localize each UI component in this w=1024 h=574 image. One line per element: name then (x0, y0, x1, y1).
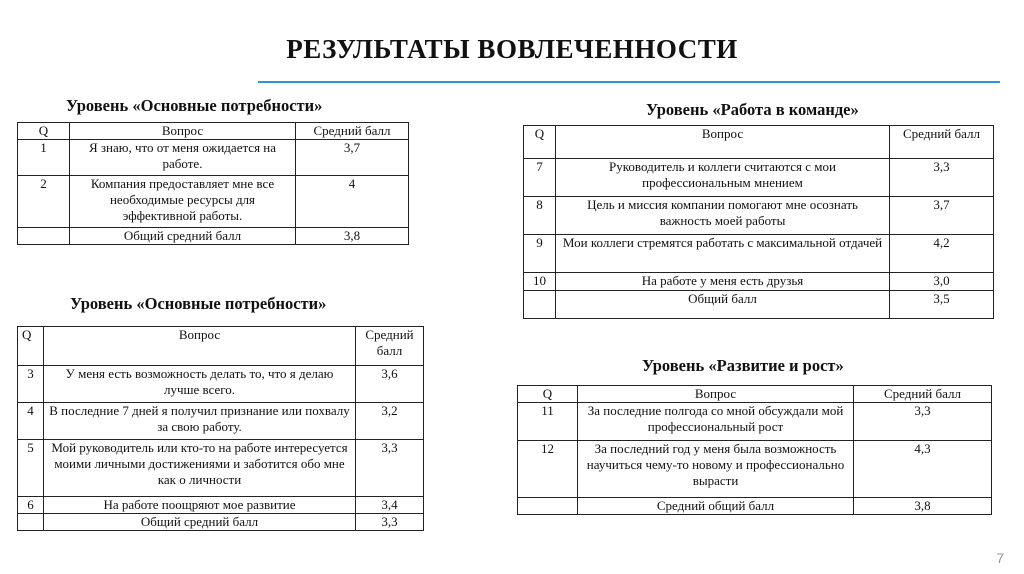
header-score: Средний балл (854, 386, 992, 403)
table-row (518, 403, 992, 441)
row-score: 3,7 (890, 197, 994, 235)
table-development (517, 385, 992, 515)
row-q: 7 (524, 159, 556, 197)
row-question: Я знаю, что от меня ожидается на работе. (70, 140, 296, 176)
total-q-empty (18, 228, 70, 245)
table-row (524, 235, 994, 273)
total-score: 3,8 (854, 498, 992, 515)
total-label: Средний общий балл (578, 498, 854, 515)
table-total-row (524, 291, 994, 319)
table-teamwork (523, 125, 994, 319)
total-q-empty (518, 498, 578, 515)
row-question: У меня есть возможность делать то, что я делаю лучше всего. (44, 366, 356, 403)
total-score: 3,5 (890, 291, 994, 319)
row-score: 4 (296, 176, 409, 228)
row-score: 4,3 (854, 441, 992, 498)
row-q: 12 (518, 441, 578, 498)
header-question: Вопрос (578, 386, 854, 403)
row-score: 4,2 (890, 235, 994, 273)
row-score: 3,6 (356, 366, 424, 403)
row-question: В последние 7 дней я получил признание или похвалу за свою работу. (44, 403, 356, 440)
table-header-row (524, 126, 994, 159)
table-row (18, 366, 424, 403)
row-q: 3 (18, 366, 44, 403)
total-score: 3,3 (356, 514, 424, 531)
page-title: РЕЗУЛЬТАТЫ ВОВЛЕЧЕННОСТИ (286, 34, 738, 64)
table-basic-needs-2 (17, 326, 424, 531)
section-heading-basic-needs-2: Уровень «Основные потребности» (70, 294, 327, 313)
table-row (18, 440, 424, 497)
table-header-row (18, 123, 409, 140)
table-row (18, 497, 424, 514)
header-question: Вопрос (44, 327, 356, 366)
page-number: 7 (996, 550, 1004, 566)
row-question: Руководитель и коллеги считаются с мои профессиональным мнением (556, 159, 890, 197)
table-row (18, 140, 409, 176)
row-q: 1 (18, 140, 70, 176)
table-row (524, 159, 994, 197)
table-header-row (18, 327, 424, 366)
table-basic-needs-1 (17, 122, 409, 245)
total-q-empty (18, 514, 44, 531)
header-score: Средний балл (296, 123, 409, 140)
row-q: 5 (18, 440, 44, 497)
row-question: За последние полгода со мной обсуждали мой профессиональный рост (578, 403, 854, 441)
row-q: 4 (18, 403, 44, 440)
total-label: Общий средний балл (44, 514, 356, 531)
section-heading-teamwork: Уровень «Работа в команде» (646, 100, 859, 119)
total-score: 3,8 (296, 228, 409, 245)
header-q: Q (18, 327, 44, 366)
table-total-row (518, 498, 992, 515)
header-q: Q (524, 126, 556, 159)
table-row (524, 197, 994, 235)
row-score: 3,4 (356, 497, 424, 514)
header-question: Вопрос (556, 126, 890, 159)
row-q: 8 (524, 197, 556, 235)
row-score: 3,3 (356, 440, 424, 497)
row-question: На работе у меня есть друзья (556, 273, 890, 291)
row-score: 3,2 (356, 403, 424, 440)
row-question: Цель и миссия компании помогают мне осознать важность моей работы (556, 197, 890, 235)
header-q: Q (18, 123, 70, 140)
table-row (518, 441, 992, 498)
row-question: Мои коллеги стремятся работать с максимальной отдачей (556, 235, 890, 273)
total-label: Общий средний балл (70, 228, 296, 245)
header-q: Q (518, 386, 578, 403)
row-q: 10 (524, 273, 556, 291)
header-score: Средний балл (356, 327, 424, 366)
section-heading-development: Уровень «Развитие и рост» (642, 356, 844, 375)
total-q-empty (524, 291, 556, 319)
row-score: 3,0 (890, 273, 994, 291)
row-q: 9 (524, 235, 556, 273)
table-row (18, 403, 424, 440)
table-header-row (518, 386, 992, 403)
row-question: На работе поощряют мое развитие (44, 497, 356, 514)
header-score: Средний балл (890, 126, 994, 159)
table-total-row (18, 228, 409, 245)
header-question: Вопрос (70, 123, 296, 140)
row-q: 2 (18, 176, 70, 228)
table-total-row (18, 514, 424, 531)
title-divider (258, 81, 1000, 83)
row-q: 6 (18, 497, 44, 514)
row-score: 3,3 (890, 159, 994, 197)
table-row (18, 176, 409, 228)
row-q: 11 (518, 403, 578, 441)
row-question: Мой руководитель или кто-то на работе интересуется моими личными достижениями и заботится обо мне как о личности (44, 440, 356, 497)
total-label: Общий балл (556, 291, 890, 319)
row-question: Компания предоставляет мне все необходимые ресурсы для эффективной работы. (70, 176, 296, 228)
row-question: За последний год у меня была возможность научиться чему-то новому и профессионально вырасти (578, 441, 854, 498)
row-score: 3,3 (854, 403, 992, 441)
section-heading-basic-needs-1: Уровень «Основные потребности» (66, 96, 323, 115)
row-score: 3,7 (296, 140, 409, 176)
table-row (524, 273, 994, 291)
